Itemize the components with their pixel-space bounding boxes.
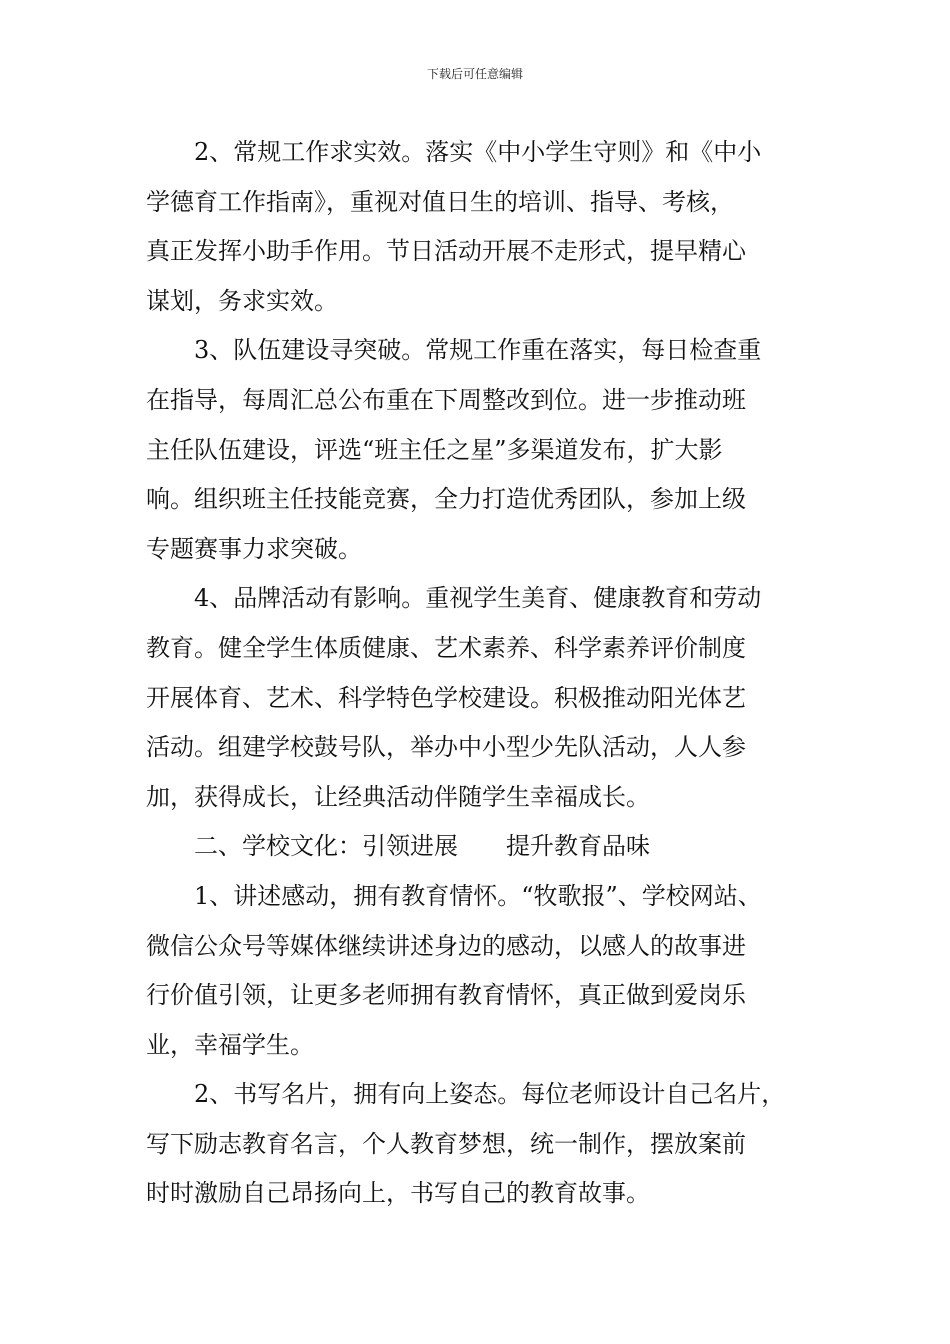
document-body <box>146 128 806 1219</box>
text-line: 活动。组建学校鼓号队，举办中小型少先队活动，人人参 <box>146 733 746 762</box>
text-line: 行价值引领，让更多老师拥有教育情怀，真正做到爱岗乐 <box>146 981 746 1010</box>
text-line: 真正发挥小助手作用。节日活动开展不走形式，提早精心 <box>146 237 746 266</box>
text-line: 写下励志教育名言，个人教育梦想，统一制作，摆放案前 <box>146 1129 746 1158</box>
text-line: 业，幸福学生。 <box>146 1030 314 1059</box>
text-line: 学德育工作指南》，重视对值日生的培训、指导、考核， <box>146 187 734 216</box>
text-line: 在指导，每周汇总公布重在下周整改到位。进一步推动班 <box>146 385 746 414</box>
text-line: 加，获得成长，让经典活动伴随学生幸福成长。 <box>146 782 650 811</box>
text-line: 教育。健全学生体质健康、艺术素养、科学素养评价制度 <box>146 633 746 662</box>
text-line: 响。组织班主任技能竞赛，全力打造优秀团队，参加上级 <box>146 485 746 514</box>
text-line: 二、学校文化：引领进展 提升教育品味 <box>194 832 650 861</box>
text-line: 微信公众号等媒体继续讲述身边的感动，以感人的故事进 <box>146 931 746 960</box>
text-line: 1、讲述感动，拥有教育情怀。“牧歌报”、学校网站、 <box>194 881 762 910</box>
text-line: 开展体育、艺术、科学特色学校建设。积极推动阳光体艺 <box>146 683 746 712</box>
text-line: 2、书写名片，拥有向上姿态。每位老师设计自己名片， <box>194 1080 786 1109</box>
text-line: 3、队伍建设寻突破。常规工作重在落实，每日检查重 <box>194 336 762 365</box>
page-header: 下载后可任意编辑 <box>426 67 523 81</box>
text-line: 时时激励自己昂扬向上，书写自己的教育故事。 <box>146 1179 650 1208</box>
text-line: 专题赛事力求突破。 <box>146 534 362 563</box>
text-line: 谋划，务求实效。 <box>146 286 338 315</box>
text-line: 4、品牌活动有影响。重视学生美育、健康教育和劳动 <box>194 584 762 613</box>
text-line: 2、常规工作求实效。落实《中小学生守则》和《中小 <box>194 138 762 166</box>
text-line: 主任队伍建设，评选“班主任之星”多渠道发布，扩大影 <box>146 435 723 464</box>
